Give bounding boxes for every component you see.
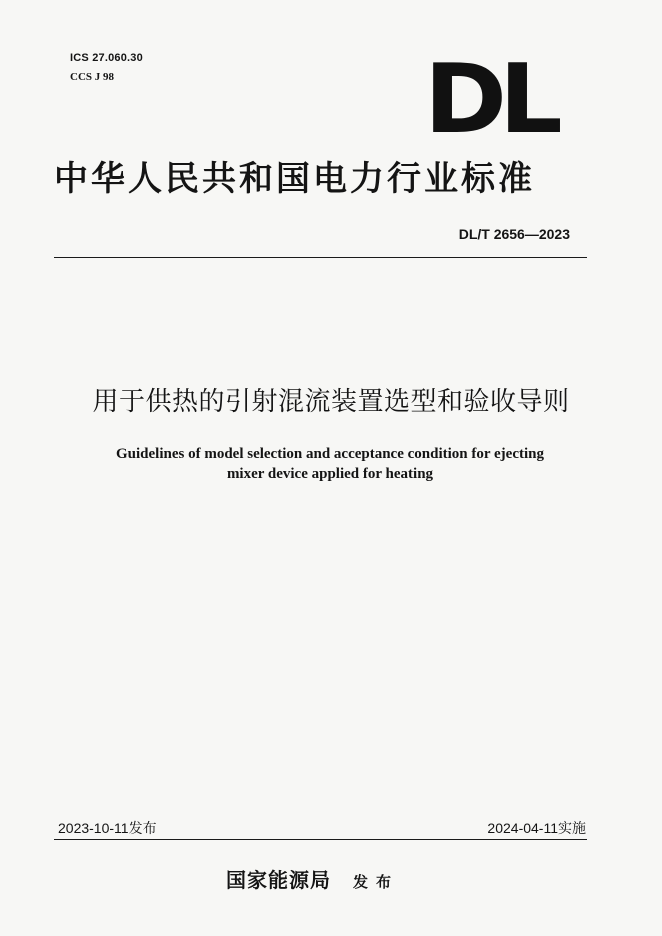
top-divider bbox=[54, 257, 587, 258]
issuer-name: 国家能源局 bbox=[226, 868, 331, 892]
document-title-en bbox=[80, 444, 580, 484]
document-title-en-line1: Guidelines of model selection and acceptance condition for ejecting bbox=[115, 446, 544, 462]
standard-category-title: 中华人民共和国电力行业标准 bbox=[54, 159, 535, 199]
issue-date: 2023-10-11发布 bbox=[58, 820, 157, 836]
implementation-date: 2024-04-11实施 bbox=[487, 820, 586, 836]
dl-logo: DL bbox=[424, 43, 555, 155]
document-title-zh: 用于供热的引射混流装置选型和验收导则 bbox=[92, 387, 570, 417]
issuer bbox=[226, 864, 399, 893]
ccs-code: CCS J 98 bbox=[70, 71, 115, 83]
bottom-divider bbox=[54, 839, 587, 840]
document-title-en-line2: mixer device applied for heating bbox=[226, 466, 434, 482]
ics-code: ICS 27.060.30 bbox=[70, 52, 143, 64]
issuer-action: 发布 bbox=[353, 873, 400, 891]
standard-number: DL/T 2656—2023 bbox=[458, 226, 570, 242]
